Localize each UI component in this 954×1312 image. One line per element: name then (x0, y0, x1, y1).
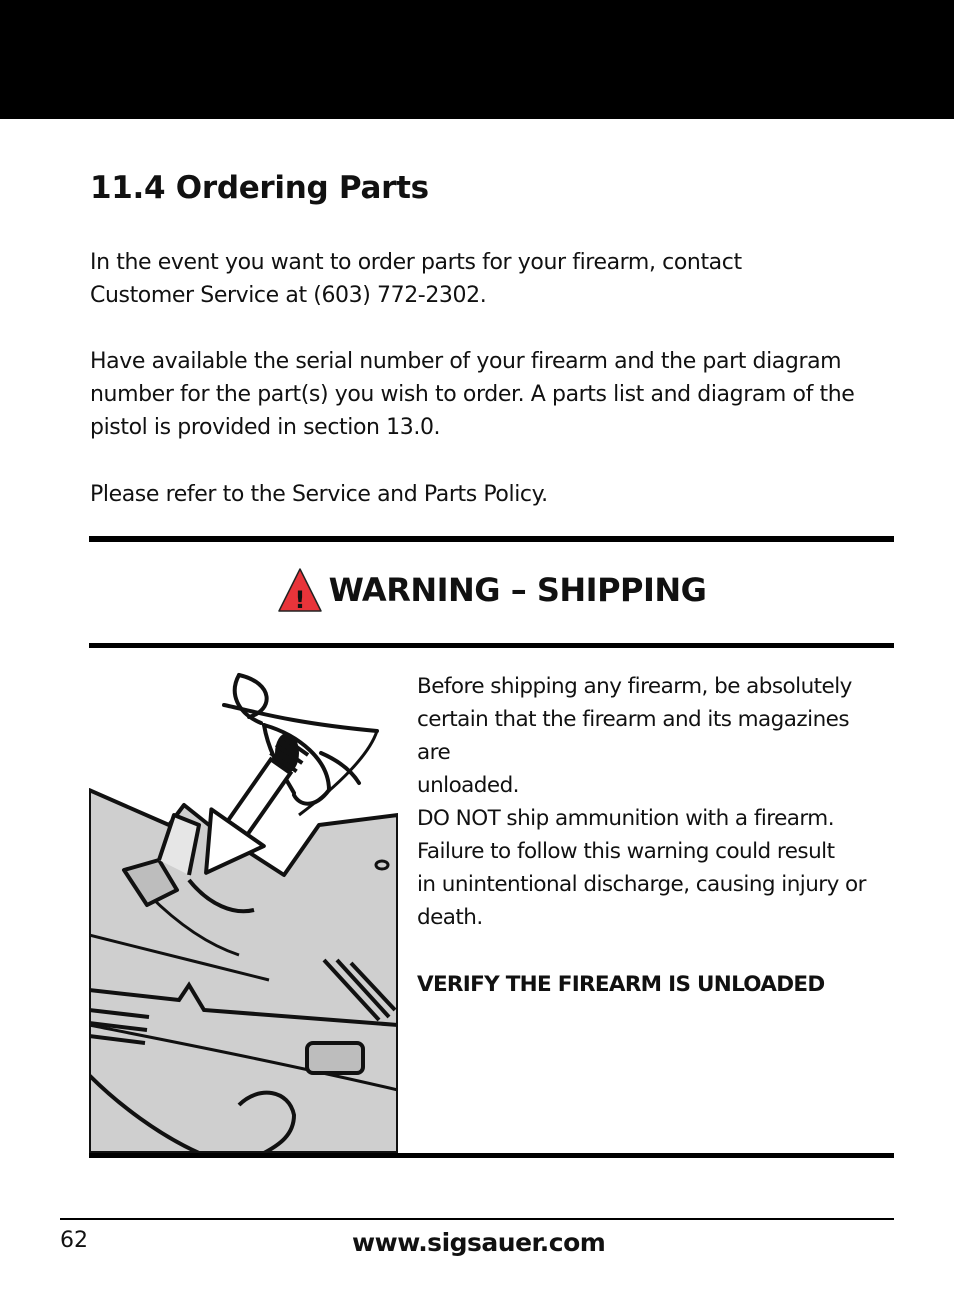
serial-line: pistol is provided in section 13.0. (90, 415, 441, 440)
ammunition-warning-text (417, 802, 887, 934)
page-title: 11.4 Ordering Parts (90, 170, 429, 206)
warning-triangle-icon (277, 567, 323, 613)
intro-paragraph (90, 246, 742, 312)
intro-line: Customer Service at (603) 772-2302. (90, 283, 487, 308)
header-bar (0, 0, 954, 119)
policy-paragraph: Please refer to the Service and Parts Policy. (90, 482, 548, 507)
serial-line: Have available the serial number of your firearm and the part diagram (90, 349, 842, 374)
serial-number-paragraph (90, 345, 854, 444)
warning-header (89, 562, 894, 618)
shipping-line: certain that the firearm and its magazines are (417, 707, 849, 765)
shipping-check-text (417, 670, 887, 802)
page-number: 62 (60, 1228, 88, 1253)
ammo-line: DO NOT ship ammunition with a firearm. (417, 806, 834, 831)
intro-line: In the event you want to order parts for your firearm, contact (90, 250, 742, 275)
verify-unloaded-text: VERIFY THE FIREARM IS UNLOADED (417, 972, 825, 997)
warning-bottom-rule (89, 1153, 894, 1158)
serial-line: number for the part(s) you wish to order. A parts list and diagram of the (90, 382, 855, 407)
warning-mid-rule (89, 643, 894, 648)
pistol-chamber-inspection-illustration (89, 665, 398, 1153)
footer-rule (60, 1218, 894, 1220)
warning-icon-glyph: ! (294, 586, 306, 613)
website-link[interactable]: www.sigsauer.com (352, 1228, 606, 1257)
warning-top-rule (89, 536, 894, 542)
shipping-line: Before shipping any firearm, be absolutely (417, 674, 852, 699)
ammo-line: death. (417, 905, 483, 930)
shipping-line: unloaded. (417, 773, 519, 798)
warning-title: WARNING – SHIPPING (328, 571, 707, 609)
ammo-line: Failure to follow this warning could result (417, 839, 835, 864)
ammo-line: in unintentional discharge, causing injury or (417, 872, 866, 897)
